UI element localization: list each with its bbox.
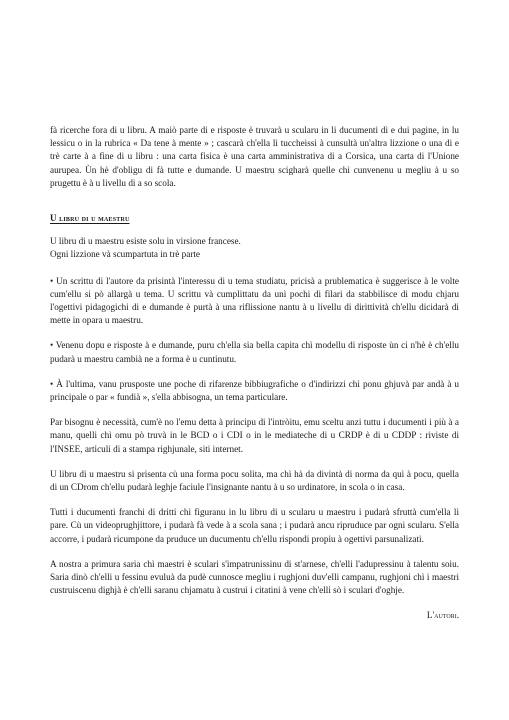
signature: L'autori. <box>426 610 459 621</box>
bullet-paragraph-3: • À l'ultima, vanu prusposte une poche di rifarenze bibbiugrafiche o d'indirizzi chì ponu ghjuvà par andà à u principale o par « fundià », s'ella abbisogna, un tema particulare. <box>50 378 459 403</box>
paragraph-opening: fà ricerche fora di u libru. A maiò parte di e risposte è truvarà u scularu in li ducumenti dì e dui pagine, in lu lessicu o in la rubrica « Da tene à mente » ; cascarà ch'ella lì tuccheissi à cunsultà un'altra lizzione o una di e trè carte à a fine di u libru : una carta fisica è una carta amministrativa di a Corsica, una carta di l'Unione aurupea. Ùn hè d'obligu di fà tutte e dumande. U maestru scigharà quelle chì cunvenenu u megliu à u so prugettu è à u livellu di a so scola. <box>50 125 459 188</box>
paragraph-cdrom: U libru di u maestru si prisenta cù una forma pocu solita, ma chì hà da divintà di norma da quì à pocu, quella di un CDrom ch'ellu pudarà leghje faciule l'insignante nantu à u so urdinatore, in scola o in casa. <box>50 468 459 493</box>
intro-line-1: U libru di u maestru esiste solu in virsione francese. <box>50 236 241 247</box>
paragraph-rights: Tutti i ducumenti franchi di dritti chì figuranu in lu libru di u scularu u maestru i pudarà sfruttà cum'ella lì pare. Cù un videoprughjittore, i pudarà fà vede à a scola sana ; i pudarà ancu ripruduce par ogni scularu. S'ella accorre, i pudarà ricumpone da pruduce un ducumentu ch'ellu rispondi propiu à ogettivi parsunalizati. <box>50 507 459 544</box>
intro-block <box>50 235 459 261</box>
bullet-paragraph-1: • Un scrittu di l'autore da prisintà l'interessu di u tema studiatu, pricisà a prublematica è suggerisce à le volte cum'ellu si pò allargà u tema. U scrittu và cumplittatu da unì pochi di filari da stabbilisce di modu chjaru l'ogettivi pidagogichi di e dumande è purtà à una riflissione nantu à u livellu di dirittività ch'ellu dicidarà di mette in opara u maestru. <box>50 275 459 326</box>
bullet-paragraph-2: • Venenu dopu e risposte à e dumande, puru ch'ella sia bella capita chì modellu di risposte ùn ci n'hè è ch'ellu pudarà u maestru cambià ne a forma è u cuntinutu. <box>50 340 459 364</box>
section-heading: U libru di u maestru <box>50 213 130 224</box>
intro-line-2: Ogni lizzione và scumpartuta in trè parte <box>50 249 201 260</box>
paragraph-closing: A nostra a primura saria chì maestri è sculari s'impatrunissinu di st'arnese, ch'elli l'adupressinu à talentu soiu. Saria dinò ch'elli u fessinu evuluà da pudè cunnosce megliu i rughjoni duv'elli campanu, rughjoni chì i maestri custruiscenu dighjà è ch'elli saranu chjamatu à custruì i citatini à vene ch'elli sò i sculari d'oghje. <box>50 558 459 596</box>
paragraph-documents: Par bisognu è necessità, cum'è no l'emu detta à principu di l'intròitu, emu sceltu anzi tuttu i ducumenti i più à a manu, quelli chì omu pò truvà in le BCD o i CDI o in le mediateche di u CRDP è di u CDDP : riviste di l'INSEE, articuli di a stampa righjunale, siti internet. <box>50 417 459 454</box>
document-page <box>50 124 459 623</box>
